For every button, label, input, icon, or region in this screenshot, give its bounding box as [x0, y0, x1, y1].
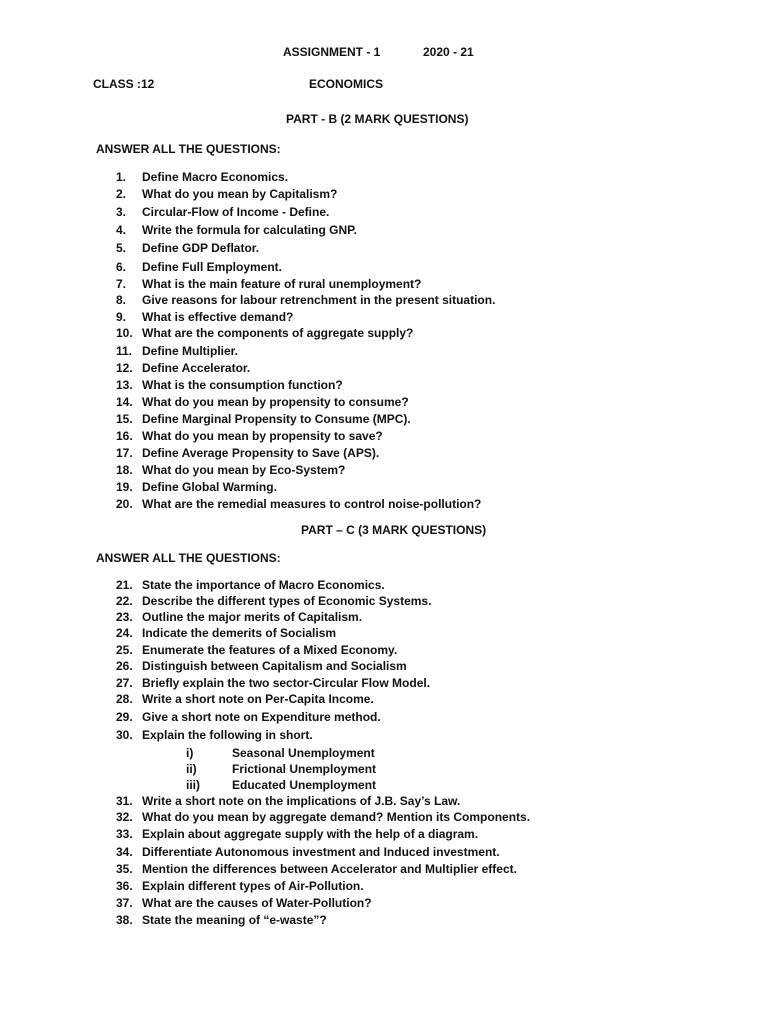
list-item — [116, 844, 500, 860]
question-number: 31. — [116, 794, 133, 808]
list-item — [116, 658, 407, 674]
question-text: Explain the following in short. — [142, 728, 313, 742]
question-number: 15. — [116, 412, 133, 426]
list-item — [116, 411, 411, 427]
question-text: Define GDP Deflator. — [142, 241, 260, 255]
question-number: 1. — [116, 170, 127, 184]
question-text: Define Global Warming. — [142, 480, 277, 494]
sub-item-number: i) — [186, 746, 194, 760]
question-text: What is the consumption function? — [142, 378, 343, 392]
list-item — [116, 394, 409, 410]
list-item — [116, 276, 421, 292]
sub-item-number: ii) — [186, 762, 197, 776]
list-item — [116, 609, 362, 625]
list-item — [116, 709, 381, 725]
list-item — [116, 222, 357, 238]
sub-item-text: Seasonal Unemployment — [232, 746, 375, 760]
question-number: 36. — [116, 879, 133, 893]
list-item — [116, 445, 379, 461]
assignment-title: ASSIGNMENT - 1 — [283, 45, 381, 59]
subject-label: ECONOMICS — [309, 77, 384, 91]
question-text: Define Accelerator. — [142, 361, 251, 375]
sub-item — [186, 745, 375, 761]
sub-item-number: iii) — [186, 778, 200, 792]
list-item — [116, 861, 517, 877]
question-text: Distinguish between Capitalism and Socialism — [142, 659, 407, 673]
list-item — [116, 479, 277, 495]
list-item — [116, 377, 343, 393]
list-item — [116, 675, 430, 691]
question-number: 29. — [116, 710, 133, 724]
question-number: 32. — [116, 810, 133, 824]
question-number: 26. — [116, 659, 133, 673]
question-number: 13. — [116, 378, 133, 392]
list-item — [116, 204, 329, 220]
list-item — [116, 240, 259, 256]
question-text: What do you mean by aggregate demand? Mention its Components. — [142, 810, 531, 824]
question-number: 17. — [116, 446, 133, 460]
question-text: Define Average Propensity to Save (APS). — [142, 446, 380, 460]
list-item — [116, 186, 337, 202]
question-number: 6. — [116, 260, 127, 274]
academic-year: 2020 - 21 — [423, 45, 474, 59]
question-text: Mention the differences between Accelerator and Multiplier effect. — [142, 862, 517, 876]
question-text: State the meaning of “e-waste”? — [142, 913, 327, 927]
question-number: 22. — [116, 594, 133, 608]
part-c-instruction: ANSWER ALL THE QUESTIONS: — [96, 551, 281, 565]
question-text: Indicate the demerits of Socialism — [142, 626, 337, 640]
question-number: 34. — [116, 845, 133, 859]
question-number: 35. — [116, 862, 133, 876]
question-number: 10. — [116, 326, 133, 340]
question-number: 8. — [116, 293, 127, 307]
question-number: 4. — [116, 223, 127, 237]
question-number: 28. — [116, 692, 133, 706]
question-text: What are the causes of Water-Pollution? — [142, 896, 372, 910]
question-number: 19. — [116, 480, 133, 494]
question-text: Enumerate the features of a Mixed Economy. — [142, 643, 398, 657]
list-item — [116, 895, 372, 911]
list-item — [116, 577, 385, 593]
question-text: Define Macro Economics. — [142, 170, 289, 184]
sub-item-text: Frictional Unemployment — [232, 762, 377, 776]
question-number: 12. — [116, 361, 133, 375]
question-number: 30. — [116, 728, 133, 742]
question-number: 23. — [116, 610, 133, 624]
sub-item — [186, 761, 376, 777]
list-item — [116, 593, 431, 609]
list-item — [116, 642, 397, 658]
list-item — [116, 428, 383, 444]
question-text: Write a short note on the implications of J.B. Say’s Law. — [142, 794, 461, 808]
question-text: What do you mean by Eco-System? — [142, 463, 346, 477]
question-number: 38. — [116, 913, 133, 927]
question-text: Differentiate Autonomous investment and Induced investment. — [142, 845, 500, 859]
question-text: Explain different types of Air-Pollution. — [142, 879, 364, 893]
question-text: Define Multiplier. — [142, 344, 239, 358]
question-number: 2. — [116, 187, 127, 201]
question-number: 33. — [116, 827, 133, 841]
question-text: Explain about aggregate supply with the help of a diagram. — [142, 827, 479, 841]
question-number: 11. — [116, 344, 133, 358]
list-item — [116, 169, 288, 185]
question-text: Describe the different types of Economic Systems. — [142, 594, 432, 608]
list-item — [116, 691, 374, 707]
question-number: 14. — [116, 395, 133, 409]
sub-item — [186, 777, 376, 793]
list-item — [116, 809, 530, 825]
list-item — [116, 343, 238, 359]
question-number: 20. — [116, 497, 133, 511]
question-number: 24. — [116, 626, 133, 640]
question-number: 5. — [116, 241, 127, 255]
sub-item-text: Educated Unemployment — [232, 778, 377, 792]
question-text: What is effective demand? — [142, 310, 294, 324]
list-item — [116, 259, 282, 275]
question-text: Write a short note on Per-Capita Income. — [142, 692, 374, 706]
part-b-instruction: ANSWER ALL THE QUESTIONS: — [96, 142, 281, 156]
question-number: 7. — [116, 277, 127, 291]
question-number: 18. — [116, 463, 133, 477]
list-item — [116, 826, 478, 842]
question-text: What are the components of aggregate supply? — [142, 326, 414, 340]
question-text: What is the main feature of rural unemployment? — [142, 277, 422, 291]
question-text: Define Marginal Propensity to Consume (MPC). — [142, 412, 411, 426]
question-text: What do you mean by propensity to save? — [142, 429, 383, 443]
list-item — [116, 727, 313, 743]
question-text: Circular-Flow of Income - Define. — [142, 205, 330, 219]
question-text: Give a short note on Expenditure method. — [142, 710, 381, 724]
list-item — [116, 360, 250, 376]
list-item — [116, 309, 293, 325]
question-number: 3. — [116, 205, 127, 219]
part-c-title: PART – C (3 MARK QUESTIONS) — [301, 523, 487, 537]
question-number: 25. — [116, 643, 133, 657]
list-item — [116, 325, 413, 341]
question-text: What are the remedial measures to control noise-pollution? — [142, 497, 482, 511]
question-number: 21. — [116, 578, 133, 592]
part-b-title: PART - B (2 MARK QUESTIONS) — [286, 112, 469, 126]
question-text: Briefly explain the two sector-Circular Flow Model. — [142, 676, 431, 690]
question-text: Define Full Employment. — [142, 260, 283, 274]
question-number: 27. — [116, 676, 133, 690]
question-text: Write the formula for calculating GNP. — [142, 223, 357, 237]
question-number: 16. — [116, 429, 133, 443]
list-item — [116, 625, 336, 641]
question-text: Outline the major merits of Capitalism. — [142, 610, 363, 624]
question-number: 9. — [116, 310, 127, 324]
list-item — [116, 912, 327, 928]
question-number: 37. — [116, 896, 133, 910]
list-item — [116, 793, 460, 809]
list-item — [116, 878, 364, 894]
question-text: What do you mean by propensity to consume? — [142, 395, 409, 409]
list-item — [116, 462, 345, 478]
list-item — [116, 496, 481, 512]
question-text: State the importance of Macro Economics. — [142, 578, 385, 592]
question-text: Give reasons for labour retrenchment in the present situation. — [142, 293, 496, 307]
class-label: CLASS :12 — [93, 77, 155, 91]
question-text: What do you mean by Capitalism? — [142, 187, 338, 201]
list-item — [116, 292, 495, 308]
